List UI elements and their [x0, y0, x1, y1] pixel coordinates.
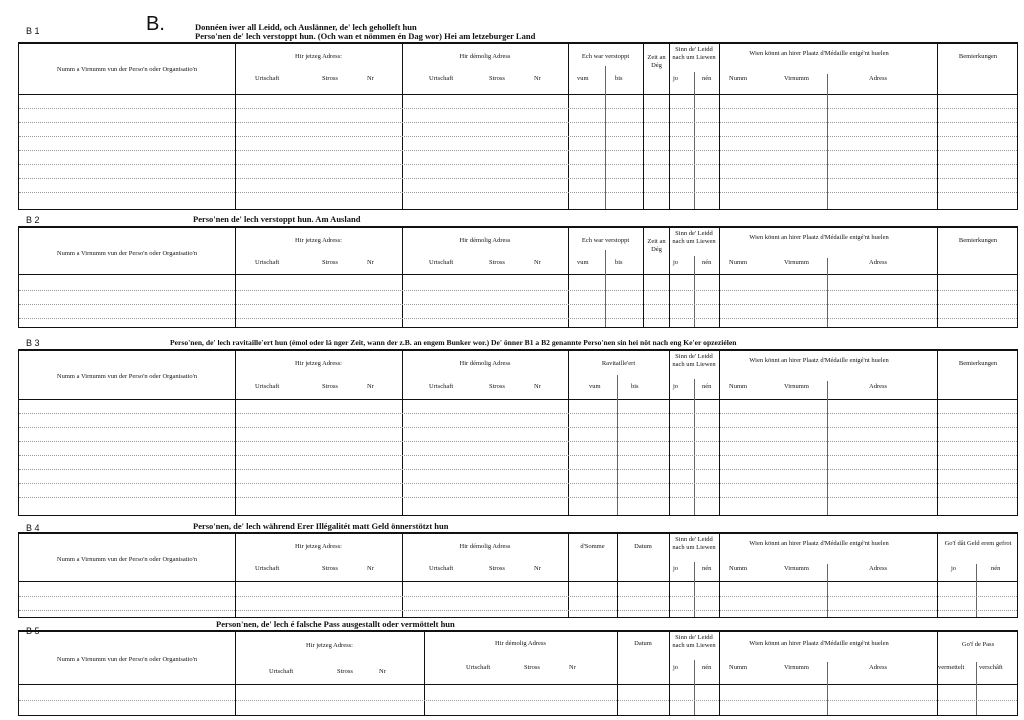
section-code: B 2 [26, 215, 40, 225]
col-adress: Adress [869, 565, 888, 572]
col-nen: nén [702, 383, 712, 390]
section-title: Perso'nen de' lech verstoppt hun. (Och wan et nömmen én Dag wor) Hei am letzeburger Land [195, 31, 536, 41]
section-b1 [18, 14, 1018, 210]
col-sinn: Sinn de' Leidd nach um Liewen [672, 230, 716, 245]
col-stross: Stross [337, 668, 353, 675]
col-urtschaft: Urtschaft [429, 75, 454, 82]
col-jo: jo [673, 383, 679, 390]
col-nr: Nr [534, 259, 541, 266]
col-numm: Numm [729, 259, 748, 266]
col-nen: nén [991, 565, 1001, 572]
col-virnumm: Virnumm [784, 75, 809, 82]
col-adress: Adress [869, 383, 888, 390]
section-b2 [18, 210, 1018, 328]
table-b3 [18, 349, 1018, 516]
col-medal: Wien könnt an hirer Plaatz d'Médaille entgé'nt huelen [749, 540, 889, 547]
col-jo: jo [673, 664, 679, 671]
col-name: Numm a Virnumm vun der Perso'n oder Organisatio'n [56, 66, 198, 73]
col-virnumm: Virnumm [784, 565, 809, 572]
col-sinn: Sinn de' Leidd nach um Liewen [672, 536, 716, 551]
col-datum: Datum [634, 543, 652, 550]
col-name: Numm a Virnumm vun der Perso'n oder Organisatio'n [56, 556, 198, 563]
table-b2 [18, 226, 1018, 328]
col-adress: Adress [869, 75, 888, 82]
col-nr: Nr [534, 383, 541, 390]
col-stross: Stross [322, 259, 338, 266]
col-geld: Go'f dât Geld erem gefrot [944, 540, 1012, 547]
col-nr: Nr [534, 75, 541, 82]
col-name: Numm a Virnumm vun der Perso'n oder Organisatio'n [56, 656, 198, 663]
col-addr-then: Hir démolig Adress [495, 640, 546, 647]
col-sinn: Sinn de' Leidd nach um Liewen [672, 353, 716, 368]
col-urtschaft: Urtschaft [429, 259, 454, 266]
col-nen: nén [702, 75, 712, 82]
col-sinn: Sinn de' Leidd nach um Liewen [672, 46, 716, 61]
col-sinn: Sinn de' Leidd nach um Liewen [672, 634, 716, 649]
col-addr-now: Hir jetzeg Adress: [306, 642, 353, 649]
col-nen: nén [702, 259, 712, 266]
section-b3 [18, 334, 1018, 516]
col-adress: Adress [869, 259, 888, 266]
section-title: Perso'nen, de' lech ravitaille'ert hun (émol oder lä nger Zeit, wann der z.B. an engem Bunker wor.) De' önner B1 a B2 genannte Perso'nen sin hei nöt nach eng Ke'er opzeziélen [170, 338, 737, 347]
col-jo: jo [951, 565, 957, 572]
col-urtschaft: Urtschaft [255, 383, 280, 390]
section-code: B 3 [26, 338, 40, 348]
col-urtschaft: Urtschaft [269, 668, 294, 675]
col-zeit: Zeit an Dég [647, 238, 666, 253]
col-addr-then: Hir démolig Adress [459, 543, 511, 550]
col-virnumm: Virnumm [784, 664, 809, 671]
table-b1 [18, 42, 1018, 210]
col-urtschaft: Urtschaft [429, 565, 454, 572]
col-numm: Numm [729, 565, 748, 572]
col-stross: Stross [489, 75, 505, 82]
col-name: Numm a Virnumm vun der Perso'n oder Organisatio'n [56, 373, 198, 380]
section-title: Perso'nen, de' lech während Erer Illégalitét matt Geld önnerstötzt hun [193, 521, 449, 531]
col-jo: jo [673, 565, 679, 572]
table-b5 [18, 630, 1018, 716]
col-bis: bis [615, 259, 623, 266]
col-somme: d'Somme [580, 543, 605, 550]
col-addr-now: Hir jetzeg Adress: [295, 237, 342, 244]
col-adress: Adress [869, 664, 888, 671]
col-bis: bis [631, 383, 639, 390]
col-bis: bis [615, 75, 623, 82]
col-nen: nén [702, 664, 712, 671]
col-vermettelt: vermettelt [938, 664, 965, 671]
col-numm: Numm [729, 664, 748, 671]
col-nr: Nr [379, 668, 386, 675]
col-bemerk: Bemierkungen [958, 237, 998, 244]
col-hidden: Ech war verstoppt [581, 53, 630, 60]
col-nr: Nr [569, 664, 576, 671]
section-title: Perso'nen de' lech verstoppt hun. Am Ausland [193, 214, 361, 224]
col-stross: Stross [489, 383, 505, 390]
col-urtschaft: Urtschaft [255, 259, 280, 266]
col-vum: vum [577, 259, 589, 266]
col-medal: Wien könnt an hirer Plaatz d'Médaille entgé'nt huelen [749, 234, 889, 241]
col-jo: jo [673, 75, 679, 82]
col-nen: nén [702, 565, 712, 572]
section-code: B 4 [26, 523, 40, 533]
col-vum: vum [577, 75, 589, 82]
col-addr-now: Hir jetzeg Adress: [295, 360, 342, 367]
col-nr: Nr [367, 259, 374, 266]
col-datum: Datum [634, 640, 652, 647]
col-ravit: Ravitaille'ert [601, 360, 636, 367]
col-addr-now: Hir jetzeg Adress: [295, 53, 342, 60]
col-addr-then: Hir démolig Adress [459, 53, 511, 60]
col-virnumm: Virnumm [784, 259, 809, 266]
col-urtschaft: Urtschaft [255, 75, 280, 82]
section-b5 [18, 618, 1018, 716]
section-code: B 1 [26, 26, 40, 36]
col-addr-now: Hir jetzeg Adress: [295, 543, 342, 550]
col-stross: Stross [489, 259, 505, 266]
col-pass: Go'f de Pass [961, 641, 995, 648]
col-jo: jo [673, 259, 679, 266]
col-hidden: Ech war verstoppt [581, 237, 630, 244]
col-urtschaft: Urtschaft [466, 664, 491, 671]
col-medal: Wien könnt an hirer Plaatz d'Médaille entgé'nt huelen [749, 50, 889, 57]
table-b4 [18, 532, 1018, 618]
col-numm: Numm [729, 383, 748, 390]
col-nr: Nr [367, 565, 374, 572]
form-heading: Donnéen iwer all Leidd, och Auslänner, de' lech geholleft hun [195, 22, 417, 32]
col-zeit: Zeit an Dég [647, 54, 666, 69]
col-nr: Nr [534, 565, 541, 572]
col-vum: vum [589, 383, 601, 390]
col-nr: Nr [367, 75, 374, 82]
col-numm: Numm [729, 75, 748, 82]
col-addr-then: Hir démolig Adress [459, 237, 511, 244]
col-virnumm: Virnumm [784, 383, 809, 390]
col-verschaft: verschâft [979, 664, 1003, 671]
form-letter: B. [146, 13, 165, 35]
col-bemerk: Bemierkungen [958, 53, 998, 60]
col-stross: Stross [524, 664, 540, 671]
col-stross: Stross [322, 383, 338, 390]
col-stross: Stross [322, 565, 338, 572]
section-b4 [18, 516, 1018, 618]
col-addr-then: Hir démolig Adress [459, 360, 511, 367]
section-title: Person'nen, de' lech é falsche Pass ausgestallt oder vermöttelt hun [216, 619, 455, 629]
col-medal: Wien könnt an hirer Plaatz d'Médaille entgé'nt huelen [749, 357, 889, 364]
col-stross: Stross [489, 565, 505, 572]
col-medal: Wien könnt an hirer Plaatz d'Médaille entgé'nt huelen [749, 640, 889, 647]
col-name: Numm a Virnumm vun der Perso'n oder Organisatio'n [56, 250, 198, 257]
col-urtschaft: Urtschaft [255, 565, 280, 572]
col-stross: Stross [322, 75, 338, 82]
col-bemerk: Bemierkungen [958, 360, 998, 367]
col-urtschaft: Urtschaft [429, 383, 454, 390]
col-nr: Nr [367, 383, 374, 390]
section-code: B 5 [26, 626, 40, 636]
